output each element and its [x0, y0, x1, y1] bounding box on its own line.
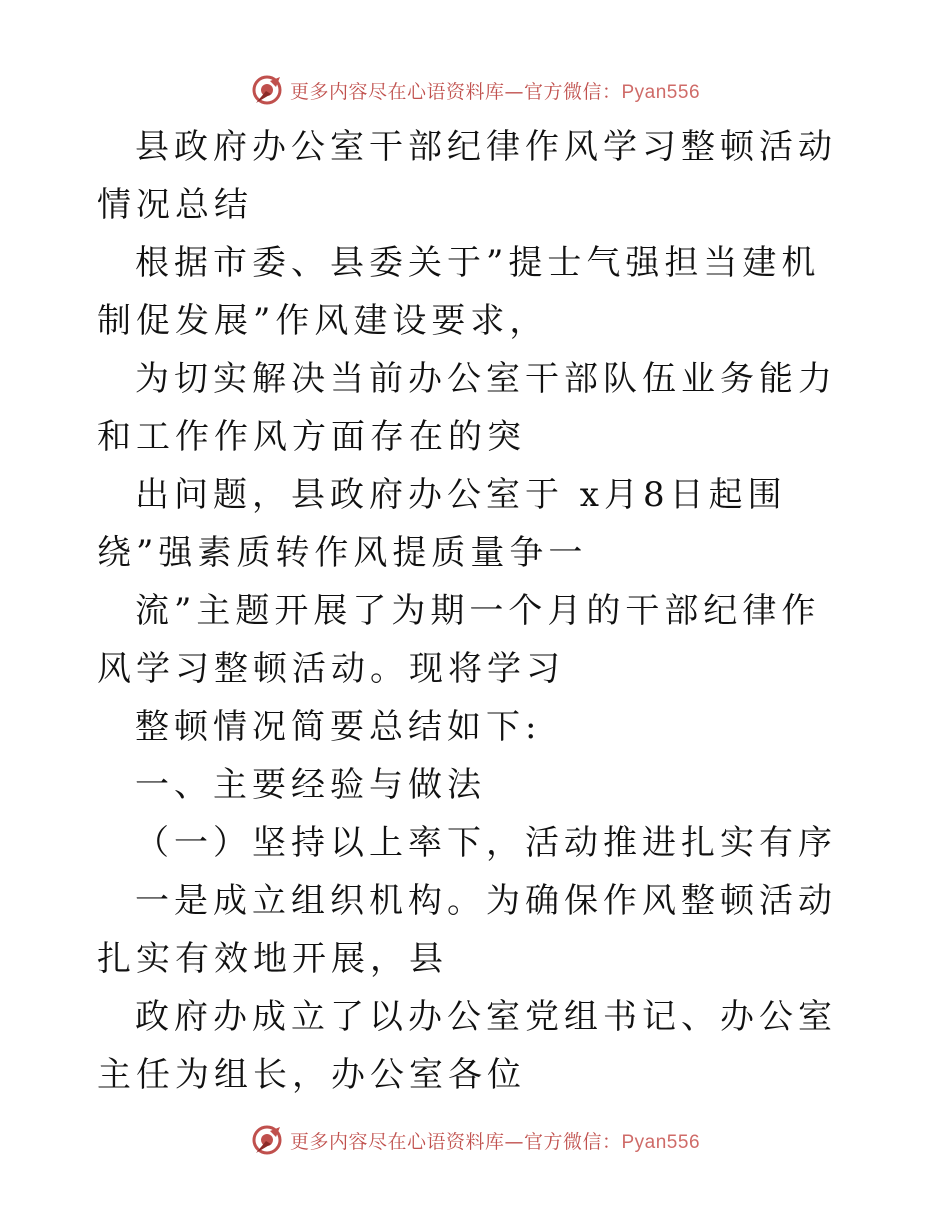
banner-dash: — [504, 80, 524, 103]
header-banner [0, 70, 950, 110]
paragraph: 为切实解决当前办公室干部队伍业务能力和工作作风方面存在的突 [97, 359, 837, 457]
pen-logo-icon [250, 73, 284, 107]
banner-main-text: 更多内容尽在心语资料库 [289, 1130, 505, 1153]
banner-wechat-label: 官方微信： [523, 80, 622, 103]
banner-main-text: 更多内容尽在心语资料库 [289, 80, 505, 103]
banner-text [290, 1127, 700, 1154]
banner-dash: — [504, 1130, 524, 1153]
banner-wechat-code: Pyan556 [621, 81, 701, 103]
banner-text [290, 77, 700, 104]
subsection-heading: （一）坚持以上率下，活动推进扎实有序 [135, 823, 837, 863]
banner-wechat-label: 官方微信： [523, 1130, 622, 1153]
banner-wechat-code: Pyan556 [621, 1131, 701, 1153]
footer-banner [0, 1120, 950, 1160]
pen-logo-icon [250, 1123, 284, 1157]
paragraph: 整顿情况简要总结如下: [135, 707, 542, 747]
document-body [97, 118, 857, 1104]
paragraph: 政府办成立了以办公室党组书记、办公室主任为组长，办公室各位 [97, 997, 837, 1095]
paragraph: 出问题，县政府办公室于 x月8日起围绕”强素质转作风提质量争一 [97, 475, 787, 573]
section-heading: 一、主要经验与做法 [135, 765, 486, 805]
paragraph: 一是成立组织机构。为确保作风整顿活动扎实有效地开展，县 [97, 881, 837, 979]
paragraph: 根据市委、县委关于”提士气强担当建机制促发展”作风建设要求， [97, 243, 821, 341]
document-title: 县政府办公室干部纪律作风学习整顿活动情况总结 [97, 127, 837, 225]
paragraph: 流”主题开展了为期一个月的干部纪律作风学习整顿活动。现将学习 [97, 591, 821, 689]
